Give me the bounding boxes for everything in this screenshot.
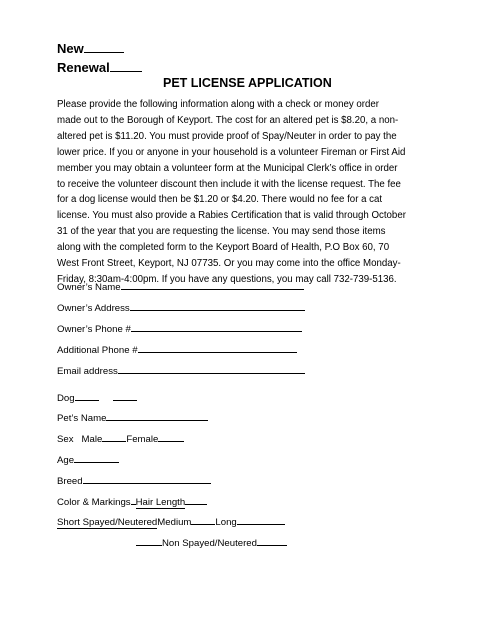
instructions-line: Friday, 8:30am-4:00pm. If you have any questions, you may call 732-739-5136. xyxy=(57,273,397,285)
additional-phone-field xyxy=(57,342,297,356)
additional-phone-label: Additional Phone # xyxy=(57,345,138,356)
instructions-line: West Front Street, Keyport, NJ 07735. Or you may come into the office Monday- xyxy=(57,258,401,270)
medium-blank[interactable] xyxy=(191,514,215,525)
female-label: Female xyxy=(126,434,159,445)
owner-address-label: Owner’s Address xyxy=(57,303,130,314)
owner-phone-label: Owner’s Phone # xyxy=(57,324,131,335)
pet-name-input[interactable] xyxy=(106,410,208,421)
sex-label: Sex xyxy=(57,434,74,445)
cat-blank[interactable] xyxy=(113,390,137,401)
instructions-line: for a dog license would then be $1.20 or $4.20. There would no fee for a cat xyxy=(57,194,383,206)
non-spayed-blank[interactable] xyxy=(136,535,162,546)
female-blank[interactable] xyxy=(158,431,184,442)
renewal-blank[interactable] xyxy=(110,61,142,72)
dog-blank[interactable] xyxy=(75,390,99,401)
instructions-line: 31 of the year that you are requesting the license. You may send those items xyxy=(57,226,386,238)
non-spayed-label: Non Spayed/Neutered xyxy=(162,538,257,549)
owner-name-input[interactable] xyxy=(121,279,304,290)
instructions-line: to receive the volunteer discount then include it with the license request. The fee xyxy=(57,178,401,190)
instructions-line: member you may obtain a volunteer form at the Municipal Clerk’s office in order xyxy=(57,162,398,174)
renewal-field xyxy=(57,60,142,75)
breed-input[interactable] xyxy=(83,473,211,484)
owner-address-input[interactable] xyxy=(130,300,305,311)
owner-name-label: Owner’s Name xyxy=(57,282,121,293)
hair-length-label: Hair Length xyxy=(135,497,186,508)
owner-name-field xyxy=(57,279,304,293)
owner-address-field xyxy=(57,300,305,314)
color-markings-label: Color & Markings xyxy=(57,497,131,508)
sex-field xyxy=(57,431,184,445)
instructions-line: lower price. If you or anyone in your household is a volunteer Fireman or First Aid xyxy=(57,146,406,158)
short-spayed-field xyxy=(57,514,285,528)
form-title: PET LICENSE APPLICATION xyxy=(163,76,332,90)
instructions-line: made out to the Borough of Keyport. The cost for an altered pet is $8.20, a non- xyxy=(57,114,399,126)
instructions-line: along with the completed form to the Keyport Board of Health, P.O Box 60, 70 xyxy=(57,242,390,254)
additional-phone-input[interactable] xyxy=(138,342,297,353)
male-label: Male xyxy=(81,434,103,445)
long-blank[interactable] xyxy=(237,514,285,525)
short-spayed-label[interactable]: Short Spayed/Neutered xyxy=(57,517,158,528)
new-blank[interactable] xyxy=(84,42,124,53)
long-label: Long xyxy=(215,517,237,528)
instructions-line: Please provide the following information along with a check or money order xyxy=(57,99,380,110)
color-markings-field xyxy=(57,494,207,508)
dog-label: Dog xyxy=(57,393,75,404)
new-label: New xyxy=(57,41,84,56)
email-label: Email address xyxy=(57,366,118,377)
age-field xyxy=(57,452,119,466)
medium-label: Medium xyxy=(157,517,192,528)
pet-name-label: Pet’s Name xyxy=(57,413,107,424)
age-label: Age xyxy=(57,455,75,466)
non-spayed-trailing-blank[interactable] xyxy=(257,535,287,546)
age-input[interactable] xyxy=(74,452,119,463)
instructions-line: altered pet is $11.20. You must provide proof of Spay/Neuter in order to pay the xyxy=(57,130,397,142)
dog-field xyxy=(57,390,137,404)
owner-phone-field xyxy=(57,321,302,335)
renewal-label: Renewal xyxy=(57,60,110,75)
pet-name-field xyxy=(57,410,208,424)
instructions-paragraph xyxy=(57,97,406,288)
instructions-line: license. You must also provide a Rabies Certification that is valid through October xyxy=(57,210,406,222)
email-field xyxy=(57,363,305,377)
male-blank[interactable] xyxy=(102,431,126,442)
breed-label: Breed xyxy=(57,476,83,487)
owner-phone-input[interactable] xyxy=(131,321,302,332)
new-field xyxy=(57,41,124,56)
non-spayed-field xyxy=(136,535,287,549)
color-markings-input[interactable] xyxy=(185,494,207,505)
email-input[interactable] xyxy=(118,363,305,374)
breed-field xyxy=(57,473,211,487)
